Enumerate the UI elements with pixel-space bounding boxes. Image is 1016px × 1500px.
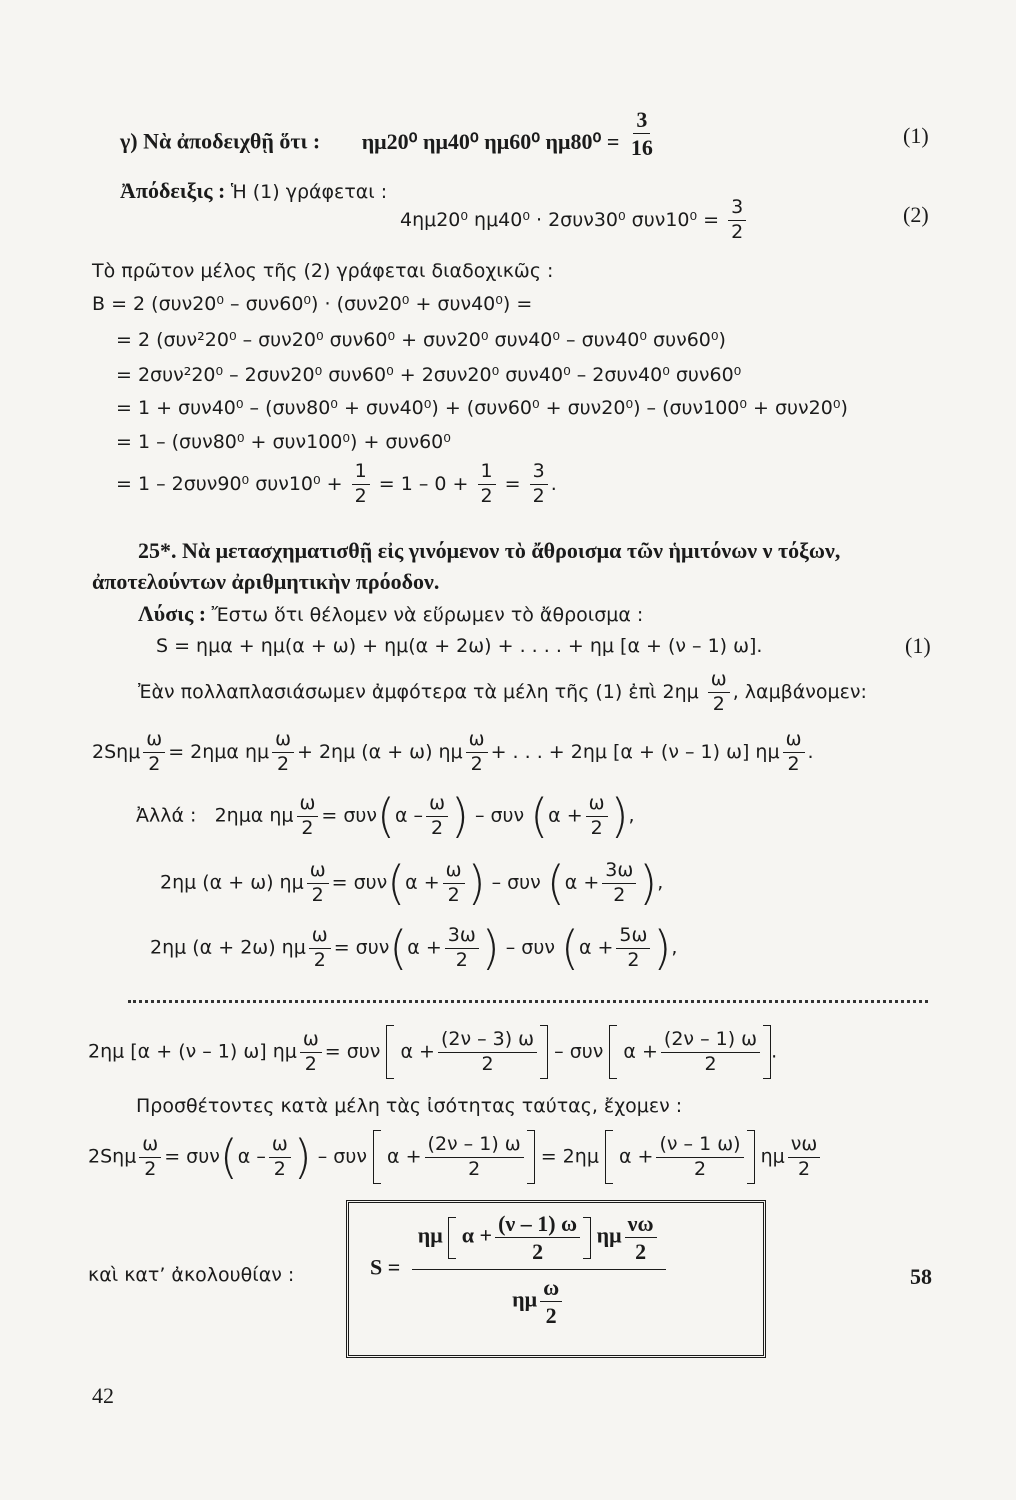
therefore-label: καὶ κατ’ ἀκολουθίαν : xyxy=(88,1264,295,1286)
identity-2: 2ημ (α + ω) ημ $\frac{\omega}{2}$ = συν(α + $\frac{\omega}{2}$ ) – συν (α + $\frac{3\omega}{2}$ ), xyxy=(160,856,664,910)
equation-tag-2: (2) xyxy=(903,202,929,227)
multiply-text: Ἐὰν πολλαπλασιάσωμεν ἀμφότερα τὰ μέλη τῆς (1) ἐπὶ 2ημ $\frac{\omega}{2}$ , λαμβάνομεν: xyxy=(138,668,867,715)
dotted-separator xyxy=(128,1000,928,1003)
exercise-25-title-cont: ἀποτελούντων ἀριθμητικὴν πρόοδον. xyxy=(92,569,440,594)
page-number: 42 xyxy=(92,1383,114,1408)
step-line: = 1 + συν40⁰ – (συν80⁰ + συν40⁰) + (συν60⁰ + συν20⁰) – (συν100⁰ + συν20⁰) xyxy=(116,397,848,419)
exercise-25-title: 25*. Νὰ μετασχηματισθῇ εἰς γινόμενον τὸ ἄθροισμα τῶν ἡμιτόνων ν τόξων, xyxy=(138,538,841,563)
proof-line: Ἀπόδειξις : Ἡ (1) γράφεται : xyxy=(120,178,388,203)
product-equation: 2Sημ $\frac{\omega}{2}$ = 2ημα ημ $\frac{\omega}{2}$ + 2ημ (α + ω) ημ $\frac{\omega}{2}$ + . . . + 2ημ [α + (ν – 1) ω] ημ $\frac{\omega}{2}$ . xyxy=(92,728,814,775)
step-line: = 2 (συν²20⁰ – συν20⁰ συν60⁰ + συν20⁰ συν40⁰ – συν40⁰ συν60⁰) xyxy=(116,329,726,351)
fraction-3-16: $\frac{3}{16}$ xyxy=(630,107,653,161)
equation-tag-25-1: (1) xyxy=(905,633,931,658)
equation-2: 4ημ20⁰ ημ40⁰ · 2συν30⁰ συν10⁰ = $\frac{3}{2}$ xyxy=(400,198,749,243)
identity-1: Ἀλλά : 2ημα ημ $\frac{\omega}{2}$ = συν(α – $\frac{\omega}{2}$ ) – συν (α + $\frac{\omega}{2}$ ), xyxy=(136,789,635,843)
margin-number: 58 xyxy=(910,1264,932,1289)
step-line: = 1 – (συν80⁰ + συν100⁰) + συν60⁰ xyxy=(116,431,451,453)
summed-equation: 2Sημ $\frac{\omega}{2}$ = συν(α – $\frac{\omega}{2}$ ) – συν α + $\frac{(2\nu - 1) \omega}{2}$ = 2ημ α + $\frac{(\nu - 1 \omega)}{2}$ ημ $\frac{\nu\omega}{2}$ xyxy=(88,1130,823,1184)
add-text: Προσθέτοντες κατὰ μέλη τὰς ἰσότητας ταύτας, ἔχομεν : xyxy=(136,1095,683,1117)
identity-last: 2ημ [α + (ν – 1) ω] ημ $\frac{\omega}{2}$ = συν α + $\frac{(2\nu - 3) \omega}{2}$ – συν α + $\frac{(2\nu - 1) \omega}{2}$ . xyxy=(88,1025,777,1079)
final-formula: S = ημ α + $\frac{(\nu - 1) \omega}{2}$ ημ $\frac{\nu\omega}{2}$ ημ $\frac{\omega}{2}$ xyxy=(370,1212,669,1327)
exercise-c-statement: γ) Νὰ ἀποδειχθῇ ὅτι : ημ20⁰ ημ40⁰ ημ60⁰ ημ80⁰ = $\frac{3}{16}$ xyxy=(120,128,659,159)
equation-tag-1: (1) xyxy=(903,123,929,148)
step-line: = 2συν²20⁰ – 2συν20⁰ συν60⁰ + 2συν20⁰ συν40⁰ – 2συν40⁰ συν60⁰ xyxy=(116,364,742,386)
identity-3: 2ημ (α + 2ω) ημ $\frac{\omega}{2}$ = συν(α + $\frac{3\omega}{2}$ ) – συν (α + $\frac{5\omega}{2}$ ), xyxy=(150,921,678,975)
intro-text: Τὸ πρῶτον μέλος τῆς (2) γράφεται διαδοχικῶς : xyxy=(92,260,554,282)
solution-line: Λύσις : Ἔστω ὅτι θέλομεν νὰ εὕρωμεν τὸ ἄθροισμα : xyxy=(138,601,644,626)
sum-equation: S = ημα + ημ(α + ω) + ημ(α + 2ω) + . . . . + ημ [α + (ν – 1) ω]. xyxy=(156,635,763,657)
step-line-final: = 1 – 2συν90⁰ συν10⁰ + $\frac{1}{2}$ = 1 – 0 + $\frac{1}{2}$ = $\frac{3}{2}$ . xyxy=(116,460,557,507)
step-line: Β = 2 (συν20⁰ – συν60⁰) · (συν20⁰ + συν40⁰) = xyxy=(92,293,533,315)
